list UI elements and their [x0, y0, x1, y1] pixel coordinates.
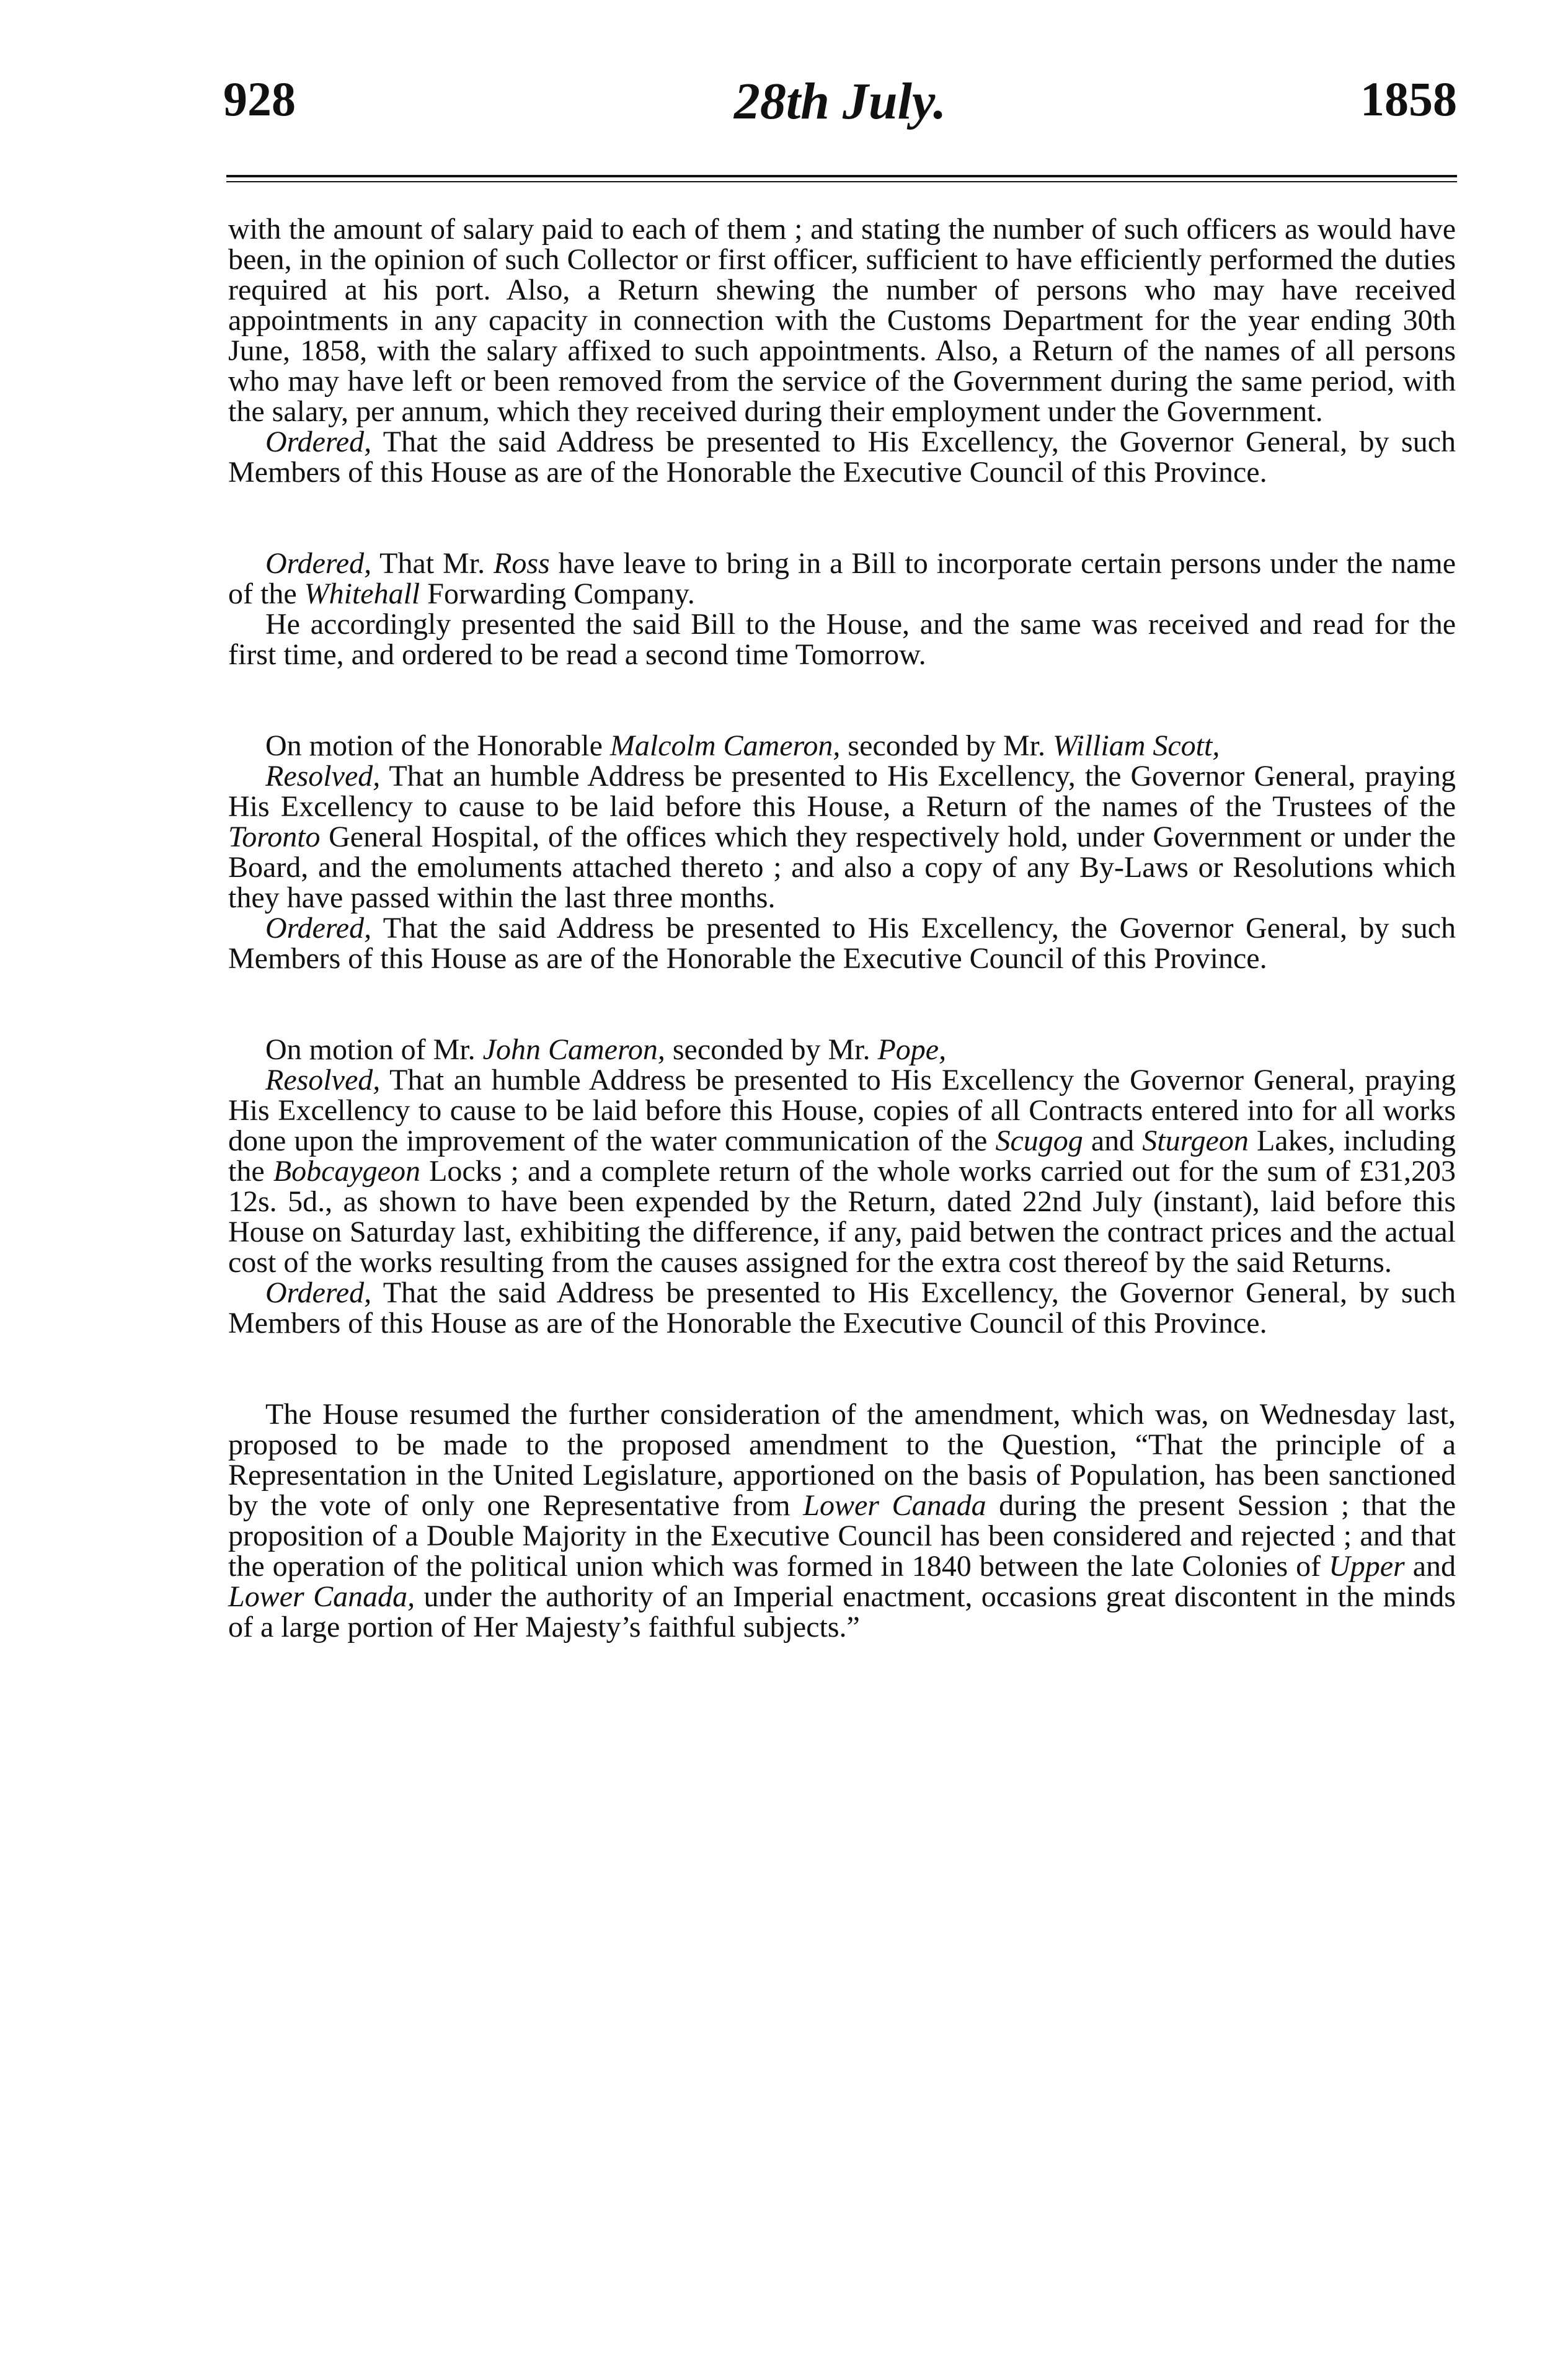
paragraph-return-continuation: with the amount of salary paid to each of them ; and stating the number of such officers as would have been, in the opinion of such Collector or first officer, sufficient to have efficiently performed the duties required at his port. Also, a Return shewing the number of persons who may have received appointments in any capacity in connection with the Customs Department for the year ending 30th June, 1858, with the salary affixed to such appointments. Also, a Return of the names of all persons who may have left or been removed from the service of the Government during the same period, with the salary, per annum, which they received during their employment under the Government. — [228, 213, 1456, 428]
paragraph-order-address-customs: Ordered, That the said Address be presented to His Excellency, the Governor General, by such Members of this House as are of the Honorable the Executive Council of this Province. — [228, 425, 1456, 489]
paragraph-amendment-representation: The House resumed the further consideration of the amendment, which was, on Wednesday last, proposed to be made to the proposed amendment to the Question, “That the principle of a Representation in the United Legislature, apportioned on the basis of Population, has been sanctioned by the vote of only one Representative from Lower Canada during the present Session ; that the proposition of a Double Majority in the Executive Council has been considered and rejected ; and that the operation of the political union which was formed in 1840 between the late Colonies of Upper and Lower Canada, under the authority of an Imperial enactment, occasions great discontent in the minds of a large portion of Her Majesty’s faithful subjects.” — [228, 1398, 1456, 1643]
paragraph-bill-presented: He accordingly presented the said Bill to the House, and the same was received and read for the first time, and ordered to be read a second time Tomorrow. — [228, 608, 1456, 671]
running-head-year: 1858 — [1360, 72, 1457, 126]
page-number: 928 — [223, 72, 296, 126]
body-text — [228, 214, 1456, 1642]
header-rule-thin — [226, 181, 1457, 182]
paragraph-order-address-scugog: Ordered, That the said Address be presented to His Excellency, the Governor General, by such Members of this House as are of the Honorable the Executive Council of this Province. — [228, 1276, 1456, 1340]
paragraph-resolved-scugog-contracts: Resolved, That an humble Address be presented to His Excellency the Governor General, praying His Excellency to cause to be laid before this House, copies of all Contracts entered into for all works done upon the improvement of the water communication of the Scugog and Sturgeon Lakes, including the Bobcaygeon Locks ; and a complete return of the whole works carried out for the sum of £31,203 12s. 5d., as shown to have been expended by the Return, dated 22nd July (instant), laid before this House on Saturday last, exhibiting the difference, if any, paid betwen the contract prices and the actual cost of the works resulting from the causes assigned for the extra cost thereof by the said Returns. — [228, 1064, 1456, 1279]
paragraph-motion-john-cameron: On motion of Mr. John Cameron, seconded by Mr. Pope, — [265, 1033, 947, 1066]
running-head-date: 28th July. — [733, 73, 947, 130]
paragraph-motion-malcolm-cameron: On motion of the Honorable Malcolm Cameron, seconded by Mr. William Scott, — [265, 729, 1220, 762]
running-head — [223, 71, 1457, 146]
paragraph-order-bill-leave: Ordered, That Mr. Ross have leave to bring in a Bill to incorporate certain persons under the name of the Whitehall Forwarding Company. — [228, 547, 1456, 610]
paragraph-order-address-hospital: Ordered, That the said Address be presented to His Excellency, the Governor General, by such Members of this House as are of the Honorable the Executive Council of this Province. — [228, 912, 1456, 975]
header-rule — [226, 175, 1457, 177]
paragraph-resolved-toronto-hospital: Resolved, That an humble Address be presented to His Excellency, the Governor General, praying His Excellency to cause to be laid before this House, a Return of the names of the Trustees of the Toronto General Hospital, of the offices which they respectively hold, under Government or under the Board, and the emoluments attached thereto ; and also a copy of any By-Laws or Resolutions which they have passed within the last three months. — [228, 760, 1456, 914]
